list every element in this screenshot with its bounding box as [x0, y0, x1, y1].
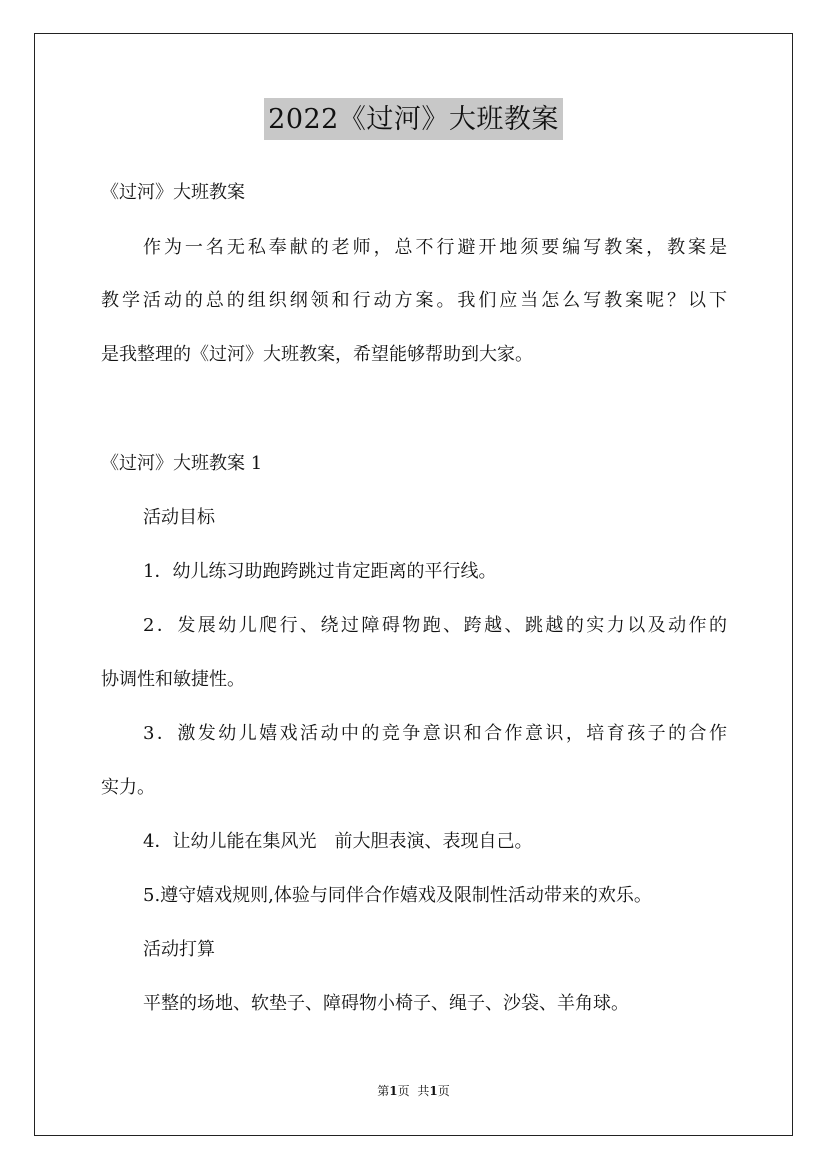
list-item: 5.遵守嬉戏规则,体验与同伴合作嬉戏及限制性活动带来的欢乐。 [143, 885, 652, 906]
footer-total-suffix: 页 [437, 1084, 450, 1098]
list-item-continuation: 协调性和敏捷性。 [101, 669, 245, 690]
list-item: 2．发展幼儿爬行、绕过障碍物跑、跨越、跳越的实力以及动作的 [143, 615, 727, 636]
footer-total-prefix: 共 [417, 1084, 430, 1098]
list-item: 3．激发幼儿嬉戏活动中的竞争意识和合作意识，培育孩子的合作 [143, 723, 727, 744]
page-footer [0, 1083, 827, 1099]
section-heading: 《过河》大班教案 1 [101, 453, 263, 474]
footer-page-prefix: 第 [377, 1084, 390, 1098]
footer-page-suffix: 页 [397, 1084, 410, 1098]
subheading-goals: 活动目标 [143, 507, 215, 528]
heading-line: 《过河》大班教案 [101, 182, 245, 203]
title-container [0, 98, 827, 140]
list-item: 4．让幼儿能在集风光 前大胆表演、表现自己。 [143, 831, 533, 852]
footer-total-pages: 1 [429, 1084, 438, 1098]
document-title: 2022《过河》大班教案 [264, 98, 563, 140]
paragraph-line: 平整的场地、软垫子、障碍物小椅子、绳子、沙袋、羊角球。 [143, 993, 629, 1014]
paragraph-line: 作为一名无私奉献的老师，总不行避开地须要编写教案，教案是 [143, 237, 727, 258]
footer-page-current: 1 [389, 1084, 398, 1098]
subheading-preparation: 活动打算 [143, 939, 215, 960]
paragraph-line: 是我整理的《过河》大班教案，希望能够帮助到大家。 [101, 344, 533, 365]
list-item-continuation: 实力。 [101, 777, 155, 798]
list-item: 1．幼儿练习助跑跨跳过肯定距离的平行线。 [143, 561, 497, 582]
paragraph-line: 教学活动的总的组织纲领和行动方案。我们应当怎么写教案呢？以下 [101, 290, 727, 311]
